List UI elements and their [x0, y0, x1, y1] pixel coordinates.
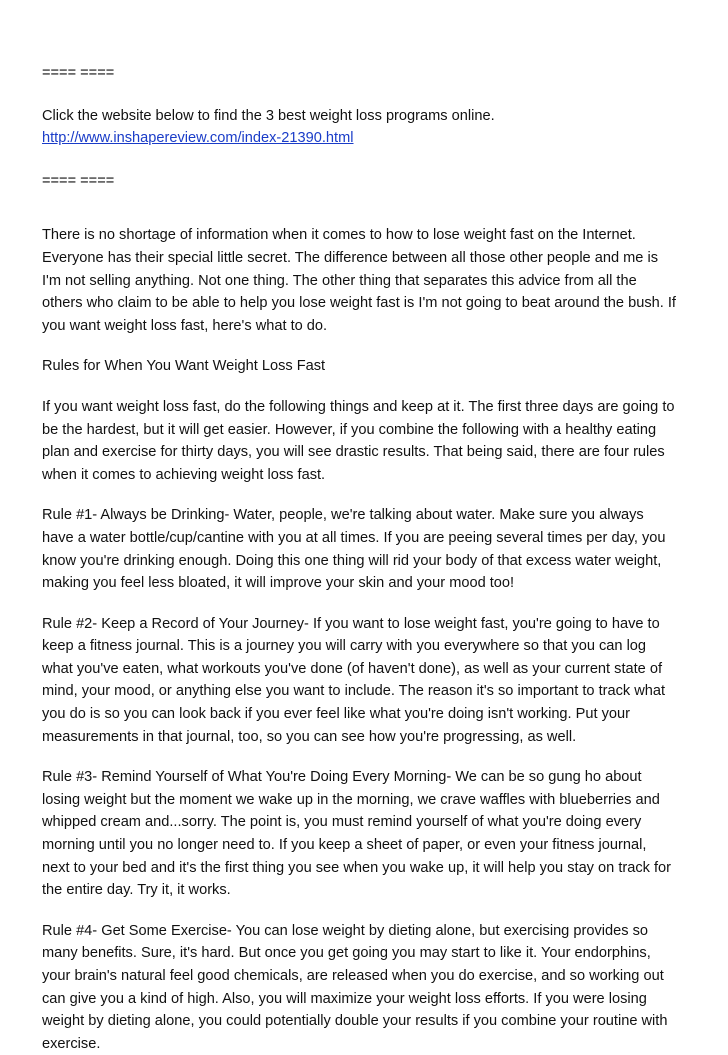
paragraph	[42, 224, 692, 337]
paragraph-line: the entire day. Try it, it works.	[42, 882, 231, 899]
paragraph-line: you do is so you can look back if you ever feel like what you're doing isn't working. Put your	[42, 706, 631, 723]
paragraph-line: keep a fitness journal. This is a journey you will carry with you everywhere so that you can log	[42, 638, 647, 655]
paragraph-line: weight by dieting alone, you could potentially double your results if you combine your routine with	[42, 1013, 668, 1030]
paragraph-line: mind, your mood, or anything else you want to include. The reason it's so important to track what	[42, 683, 666, 700]
paragraph	[42, 920, 692, 1055]
section-heading	[42, 355, 692, 378]
paragraph-line: you want weight loss fast, here's what to do.	[42, 317, 328, 334]
paragraph-line: can give you a kind of high. Also, you will maximize your weight loss efforts. If you were losing	[42, 990, 647, 1007]
paragraph-line: exercise.	[42, 1035, 101, 1052]
paragraph-line: Rule #3- Remind Yourself of What You're Doing Every Morning- We can be so gung ho about	[42, 769, 642, 786]
paragraph-line: There is no shortage of information when it comes to how to lose weight fast on the Internet.	[42, 227, 636, 244]
paragraph	[42, 766, 692, 902]
paragraph-line: Rule #4- Get Some Exercise- You can lose weight by dieting alone, but exercising provides so	[42, 922, 648, 939]
paragraph-line: next to your bed and it's the first thing you see when you wake up, it will help you stay on track for	[42, 859, 672, 876]
paragraph-line: many benefits. Sure, it's hard. But once you get going you may start to like it. Your endorphins,	[42, 945, 651, 962]
article-body	[42, 224, 692, 1055]
paragraph	[42, 504, 692, 594]
paragraph-line: have a water bottle/cup/cantine with you at all times. If you are peeing several times per day, you	[42, 529, 666, 546]
paragraph-line: Rule #2- Keep a Record of Your Journey- If you want to lose weight fast, you're going to have to	[42, 615, 660, 632]
document-page	[42, 62, 692, 1055]
paragraph-line: what you've eaten, what workouts you've done (of haven't done), as well as your current state of	[42, 660, 663, 677]
paragraph-line: making you feel less bloated, it will improve your skin and your mood too!	[42, 575, 515, 592]
paragraph-line: morning until you no longer need to. If you keep a sheet of paper, or even your fitness journal,	[42, 837, 647, 854]
paragraph-line: If you want weight loss fast, do the following things and keep at it. The first three days are going to	[42, 398, 675, 415]
paragraph-line: Rules for When You Want Weight Loss Fast	[42, 358, 326, 375]
paragraph-line: be the hardest, but it will get easier. However, if you combine the following with a healthy eating	[42, 421, 657, 438]
paragraph-line: measurements in that journal, too, so you can see how you're progressing, as well.	[42, 728, 577, 745]
paragraph-line: Everyone has their special little secret. The difference between all those other people and me is	[42, 249, 659, 266]
paragraph-line: Rule #1- Always be Drinking- Water, people, we're talking about water. Make sure you always	[42, 507, 644, 524]
paragraph-line: I'm not selling anything. Not one thing. The other thing that separates this advice from all the	[42, 272, 637, 289]
paragraph-line: when it comes to achieving weight loss fast.	[42, 466, 326, 483]
separator-top: ==== ====	[42, 65, 115, 81]
paragraph-line: losing weight but the moment we wake up in the morning, we crave waffles with blueberries and	[42, 791, 660, 808]
paragraph-line: whipped cream and...sorry. The point is, you must remind yourself of what you're doing every	[42, 814, 642, 831]
paragraph-line: your brain's natural feel good chemicals, are released when you do exercise, and so working out	[42, 968, 664, 984]
intro-text: Click the website below to find the 3 best weight loss programs online.	[42, 107, 495, 124]
website-link[interactable]: http://www.inshapereview.com/index-21390.html	[42, 130, 354, 147]
paragraph-line: know you're drinking enough. Doing this one thing will rid your body of that excess water weight,	[42, 552, 662, 569]
paragraph	[42, 396, 692, 486]
separator-bottom: ==== ====	[42, 172, 115, 189]
paragraph-line: plan and exercise for thirty days, you will see drastic results. That being said, there are four rules	[42, 444, 665, 461]
paragraph	[42, 613, 692, 749]
paragraph-line: others who claim to be able to help you lose weight fast is I'm not going to beat around the bush. If	[42, 295, 676, 312]
